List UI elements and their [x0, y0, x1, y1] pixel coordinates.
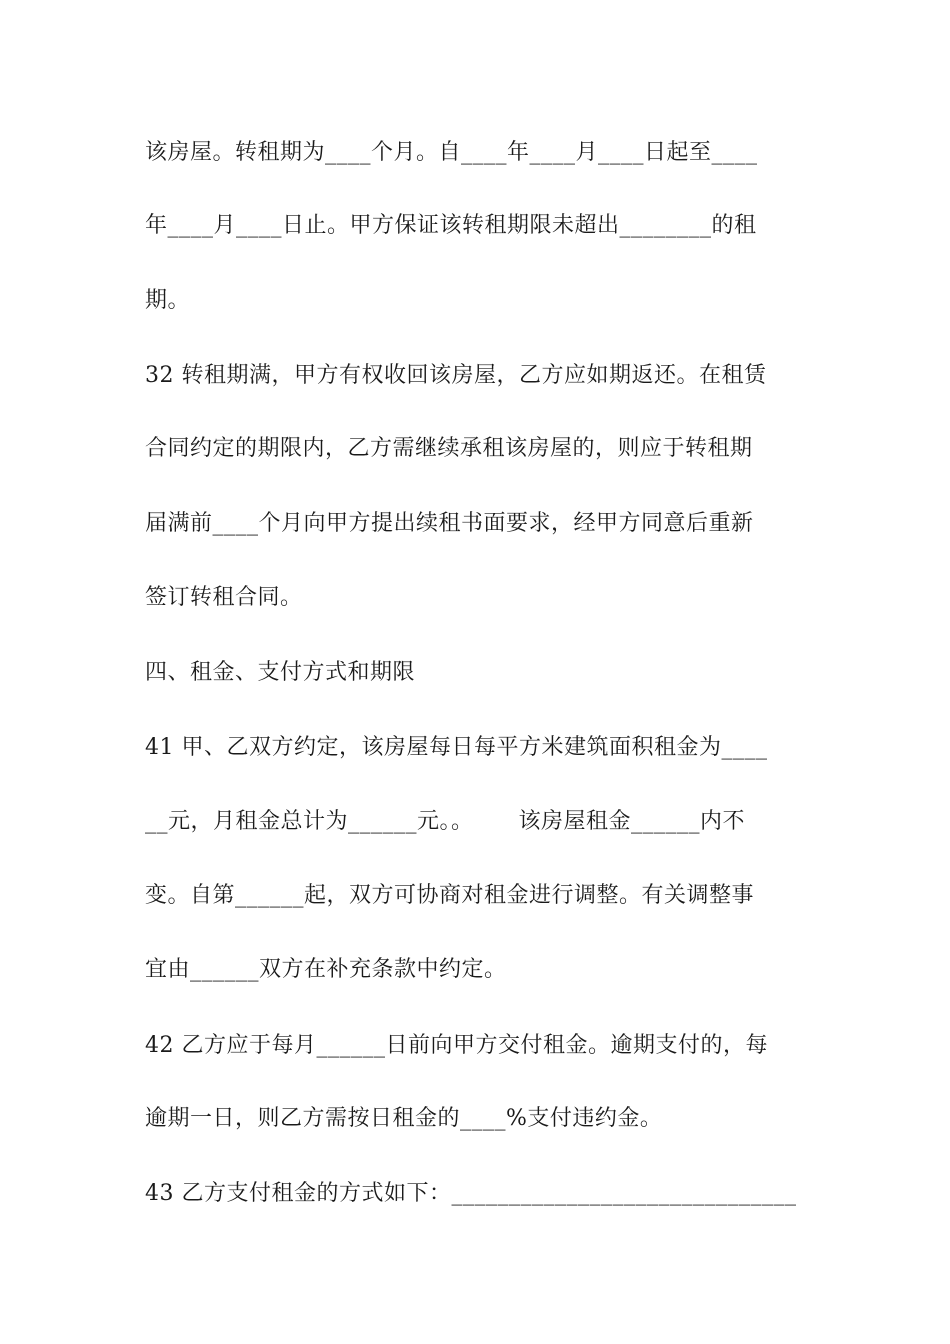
text-line: 期。 [145, 288, 191, 313]
text-line: 年____月____日止。甲方保证该转租期限未超出________的租 [145, 213, 757, 238]
text-line: 逾期一日，则乙方需按日租金的____%支付违约金。 [145, 1106, 663, 1131]
text-line: 43 乙方支付租金的方式如下：______________________________ [145, 1181, 797, 1206]
text-line: __元，月租金总计为______元。。 该房屋租金______内不 [145, 809, 745, 834]
text-line: 41 甲、乙双方约定，该房屋每日每平方米建筑面积租金为____ [145, 735, 768, 760]
text-line: 宜由______双方在补充条款中约定。 [145, 957, 507, 982]
text-line: 42 乙方应于每月______日前向甲方交付租金。逾期支付的，每 [145, 1033, 768, 1058]
text-line: 签订转租合同。 [145, 585, 303, 610]
text-line: 32 转租期满，甲方有权收回该房屋，乙方应如期返还。在租赁 [145, 363, 767, 388]
text-line: 合同约定的期限内，乙方需继续承租该房屋的，则应于转租期 [145, 436, 753, 461]
text-line: 变。自第______起，双方可协商对租金进行调整。有关调整事 [145, 883, 755, 908]
section-heading: 四、租金、支付方式和期限 [145, 660, 416, 685]
text-line: 该房屋。转租期为____个月。自____年____月____日起至____ [145, 140, 758, 165]
text-line: 届满前____个月向甲方提出续租书面要求，经甲方同意后重新 [145, 511, 754, 536]
